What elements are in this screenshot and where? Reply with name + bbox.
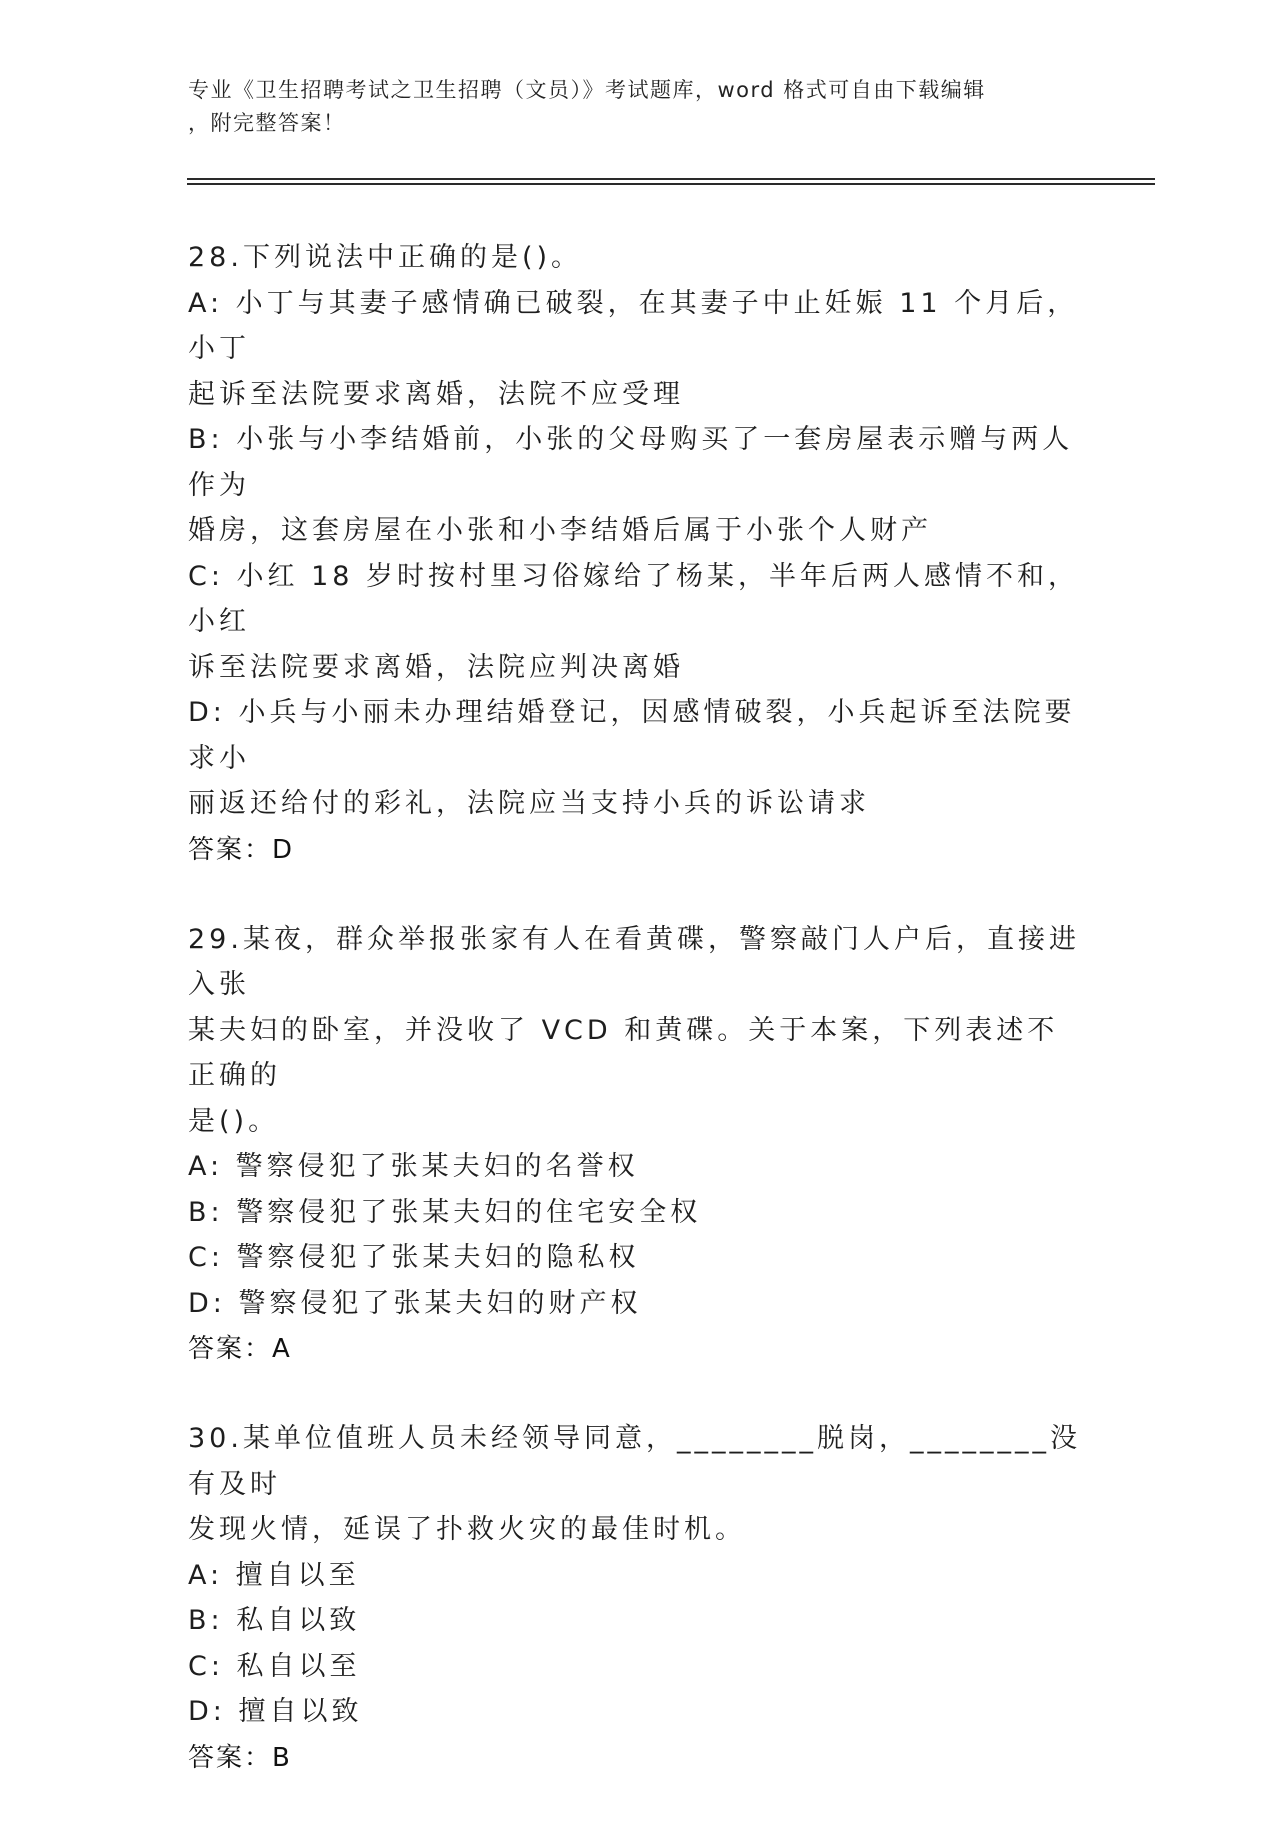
question-1: [188, 235, 1088, 873]
answer-key: 答案：A: [188, 1334, 292, 1364]
answer-option: [188, 417, 1088, 554]
option-text-line: 起诉至法院要求离婚，法院不应受理: [188, 378, 684, 410]
question-list: [188, 235, 1088, 1825]
header-divider-bottom: [187, 183, 1155, 185]
option-text-line: C: 私自以至: [188, 1650, 361, 1682]
question-stem-line: 30.某单位值班人员未经领导同意，________脱岗，________没有及时: [188, 1423, 1081, 1500]
answer-option: [188, 281, 1088, 418]
option-text-line: B: 小张与小李结婚前，小张的父母购买了一套房屋表示赠与两人作为: [188, 424, 1074, 501]
answer-key: 答案：B: [188, 1742, 292, 1773]
question-stem-line: 29.某夜，群众举报张家有人在看黄碟，警察敲门人户后，直接进入张: [188, 923, 1080, 1000]
answer-option: [188, 1190, 1088, 1236]
answer-option: [188, 1689, 1088, 1735]
answer-option: [188, 1598, 1088, 1644]
option-text-line: D: 警察侵犯了张某夫妇的财产权: [188, 1287, 642, 1319]
option-text-line: D: 小兵与小丽未办理结婚登记，因感情破裂，小兵起诉至法院要求小: [188, 697, 1076, 774]
header-line-2: ，附完整答案！: [188, 111, 346, 135]
question-stem-line: 28.下列说法中正确的是()。: [188, 242, 583, 273]
option-text-line: 丽返还给付的彩礼，法院应当支持小兵的诉讼请求: [188, 788, 870, 819]
answer-option: [188, 1644, 1088, 1690]
answer-key: 答案：D: [188, 834, 295, 865]
option-text-line: A: 警察侵犯了张某夫妇的名誉权: [188, 1151, 639, 1182]
option-text-line: D: 擅自以致: [188, 1696, 363, 1727]
option-text-line: C: 小红 18 岁时按村里习俗嫁给了杨某，半年后两人感情不和，小红: [188, 560, 1080, 637]
answer-option: [188, 1281, 1088, 1327]
question-stem-line: 发现火情，延误了扑救火灾的最佳时机。: [188, 1514, 746, 1545]
answer-option: [188, 690, 1088, 827]
option-text-line: A: 擅自以至: [188, 1559, 360, 1591]
option-text-line: A: 小丁与其妻子感情确已破裂，在其妻子中止妊娠 11 个月后，小丁: [188, 287, 1079, 364]
answer-option: [188, 1235, 1088, 1281]
option-text-line: B: 私自以致: [188, 1605, 361, 1636]
header-divider-top: [187, 178, 1155, 180]
option-text-line: 诉至法院要求离婚，法院应判决离婚: [188, 651, 684, 683]
answer-option: [188, 1553, 1088, 1599]
question-stem-line: 是()。: [188, 1105, 280, 1137]
document-header: [188, 74, 1068, 140]
option-text-line: B: 警察侵犯了张某夫妇的住宅安全权: [188, 1196, 702, 1228]
header-line-1: 专业《卫生招聘考试之卫生招聘（文员）》考试题库，word 格式可自由下载编辑: [188, 78, 986, 102]
question-2: [188, 917, 1088, 1373]
option-text-line: 婚房，这套房屋在小张和小李结婚后属于小张个人财产: [188, 515, 932, 546]
question-stem-line: 某夫妇的卧室，并没收了 VCD 和黄碟。关于本案，下列表述不正确的: [188, 1014, 1059, 1091]
option-text-line: C: 警察侵犯了张某夫妇的隐私权: [188, 1242, 640, 1273]
answer-option: [188, 554, 1088, 691]
answer-option: [188, 1144, 1088, 1190]
question-3: [188, 1416, 1088, 1781]
